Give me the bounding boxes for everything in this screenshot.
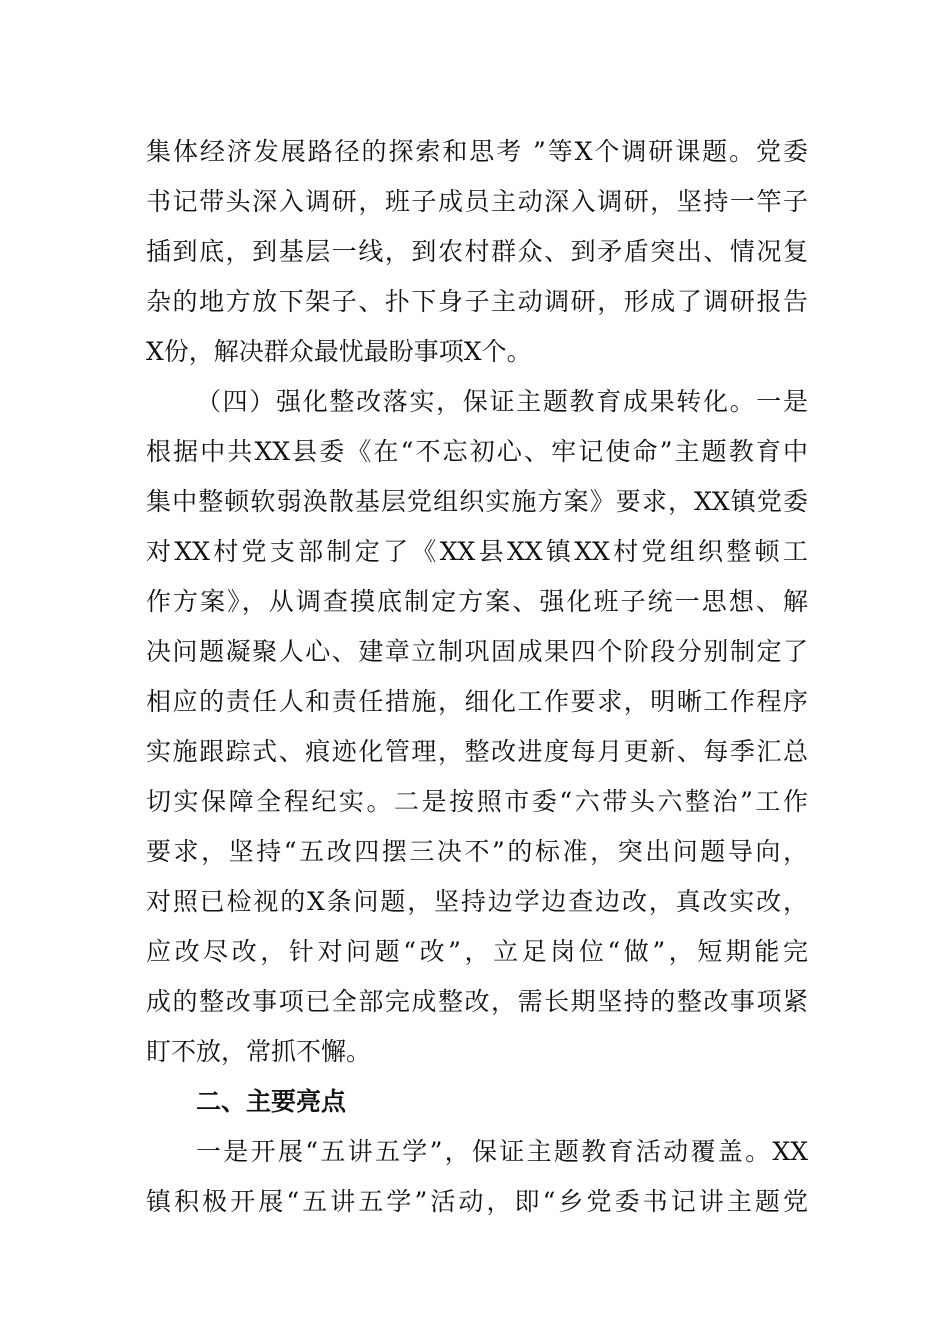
- text-line: 要求，坚持“五改四摆三决不”的标准，突出问题导向，: [146, 837, 808, 866]
- text-line: 实施跟踪式、痕迹化管理，整改进度每月更新、每季汇总: [146, 737, 808, 766]
- text-line: 成的整改事项已全部完成整改，需长期坚持的整改事项紧: [146, 987, 808, 1016]
- document-body: [146, 127, 808, 1227]
- text-line: 插到底，到基层一线，到农村群众、到矛盾突出、情况复: [146, 237, 808, 266]
- text-line: 相应的责任人和责任措施，细化工作要求，明晰工作程序: [146, 687, 808, 716]
- text-line: 对照已检视的X条问题，坚持边学边查边改，真改实改，: [146, 887, 808, 916]
- text-line: X份，解决群众最忧最盼事项X个。: [146, 337, 532, 366]
- text-line: 决问题凝聚人心、建章立制巩固成果四个阶段分别制定了: [146, 637, 808, 666]
- text-line: 杂的地方放下架子、扑下身子主动调研，形成了调研报告: [146, 287, 808, 316]
- text-line: 作方案》，从调查摸底制定方案、强化班子统一思想、解: [146, 587, 808, 616]
- text-line: 书记带头深入调研，班子成员主动深入调研，坚持一竿子: [146, 187, 808, 216]
- text-line: 切实保障全程纪实。二是按照市委“六带头六整治”工作: [146, 787, 808, 816]
- section-heading: 二、主要亮点: [196, 1087, 347, 1116]
- text-line: 镇积极开展“五讲五学”活动，即“乡党委书记讲主题党: [146, 1187, 808, 1216]
- text-line: 对XX村党支部制定了《XX县XX镇XX村党组织整顿工: [146, 537, 808, 566]
- text-line: 盯不放，常抓不懈。: [146, 1037, 372, 1066]
- text-line: 集体经济发展路径的探索和思考 ”等X个调研课题。党委: [146, 137, 808, 166]
- section-paragraph-start: （四）强化整改落实，保证主题教育成果转化。一是: [196, 387, 808, 416]
- text-line: 根据中共XX县委《在“不忘初心、牢记使命”主题教育中: [146, 437, 808, 466]
- text-line: 集中整顿软弱涣散基层党组织实施方案》要求，XX镇党委: [146, 487, 808, 516]
- text-line: 应改尽改，针对问题“改”，立足岗位“做”，短期能完: [146, 937, 808, 966]
- paragraph-start: 一是开展“五讲五学”，保证主题教育活动覆盖。XX: [196, 1137, 808, 1166]
